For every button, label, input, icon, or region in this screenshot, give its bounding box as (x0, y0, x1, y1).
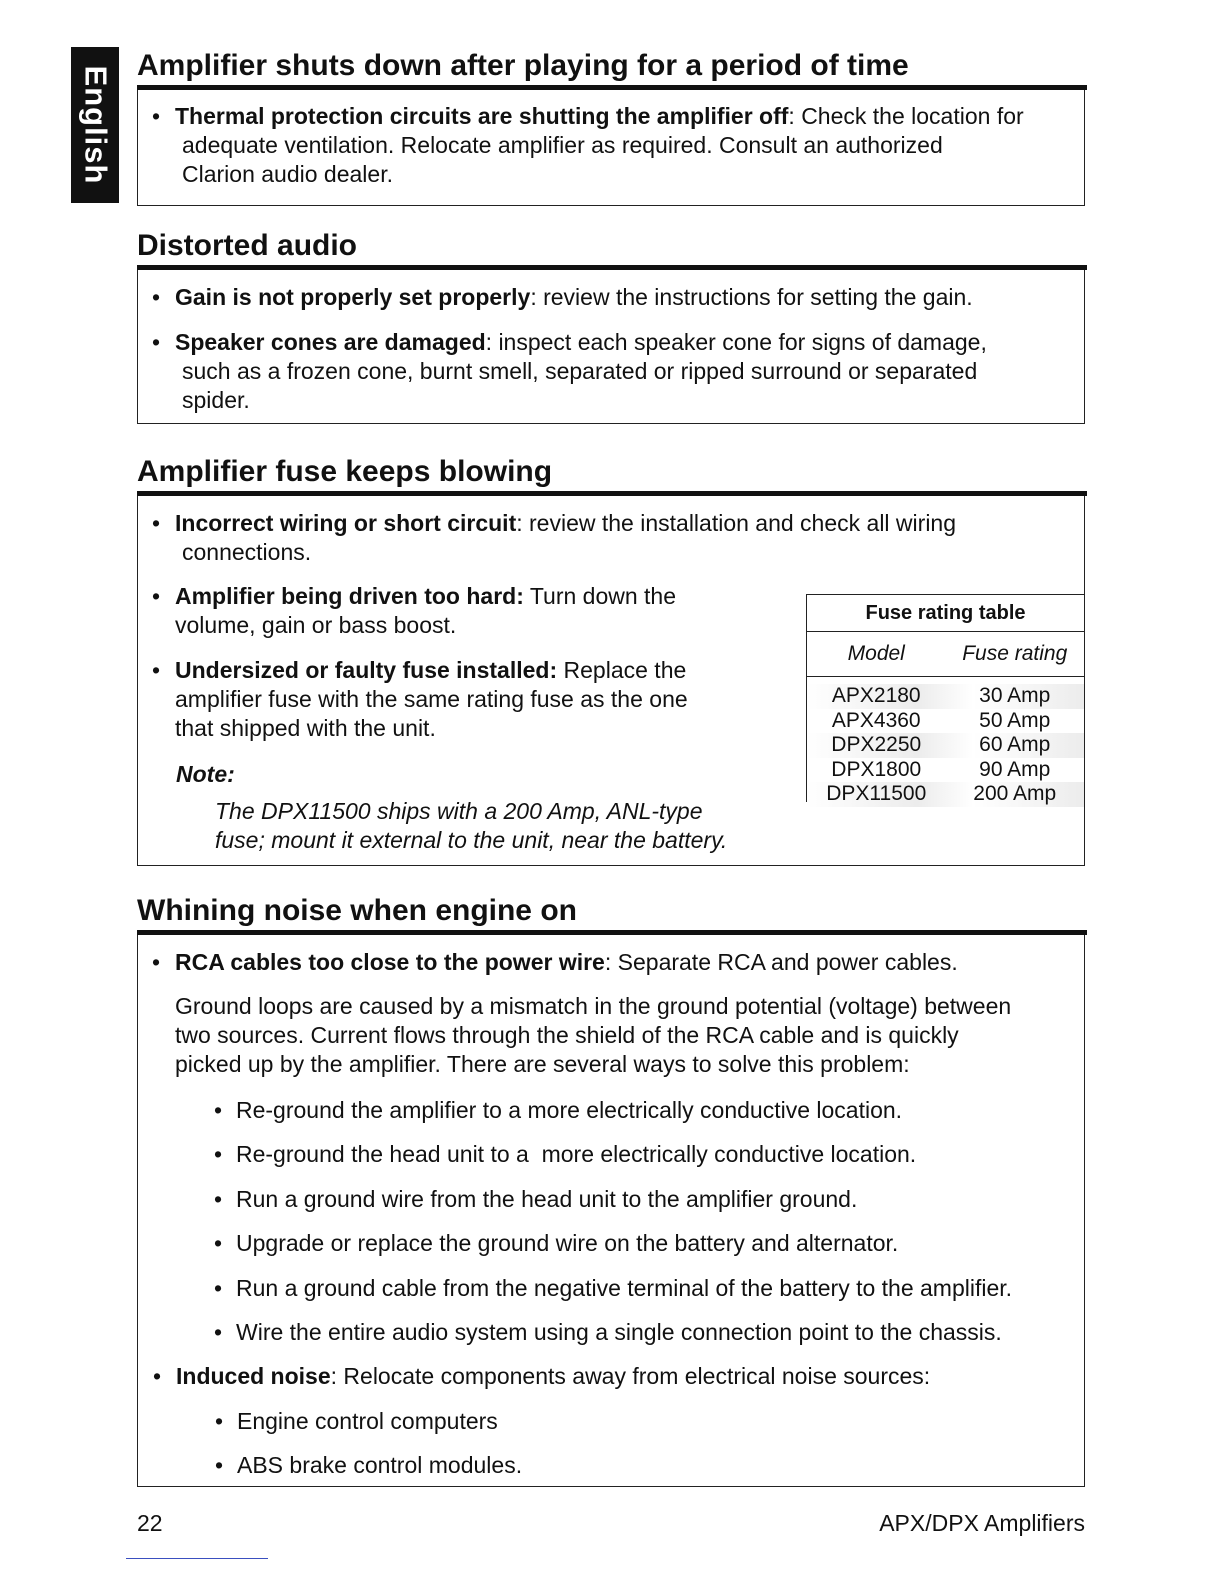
list-item: • Amplifier being driven too hard: Turn down the volume, gain or bass boost. (152, 583, 677, 638)
language-tab-label: English (78, 65, 114, 185)
list-item: • Incorrect wiring or short circuit: review the installation and check all wiring connections. (152, 510, 957, 565)
note-text: The DPX11500 ships with a 200 Amp, ANL-type fuse; mount it external to the unit, near the battery. (215, 798, 728, 853)
list-item: • Undersized or faulty fuse installed: Replace the amplifier fuse with the same rating fuse as the one that shipped with the unit. (152, 657, 688, 741)
table-row: DPX11500 200 Amp (807, 782, 1084, 807)
footer-divider (126, 1558, 268, 1559)
section-heading-whining: Whining noise when engine on (137, 894, 577, 927)
list-item: • Re-ground the head unit to a more electrically conductive location. (214, 1141, 917, 1167)
list-item: • Run a ground wire from the head unit to the amplifier ground. (214, 1186, 858, 1212)
table-row: DPX1800 90 Amp (831, 757, 1051, 781)
ground-loop-paragraph: Ground loops are caused by a mismatch in the ground potential (voltage) between two sources. Current flows through the shield of the RCA cable and is quickly picked up by the amplifier. There are several ways to solve this problem: (175, 993, 1012, 1077)
list-item: • Induced noise: Relocate components away from electrical noise sources: (153, 1363, 931, 1389)
section-heading-distorted: Distorted audio (137, 229, 358, 262)
fuse-table-title: Fuse rating table (807, 595, 1084, 632)
list-item: • ABS brake control modules. (215, 1452, 523, 1478)
language-tab (71, 47, 119, 203)
list-item: • Gain is not properly set properly: review the instructions for setting the gain. (152, 284, 973, 310)
note-label: Note: (176, 761, 235, 787)
list-item: • Engine control computers (215, 1408, 498, 1434)
list-item: • RCA cables too close to the power wire: Separate RCA and power cables. (152, 949, 958, 975)
fuse-rating-table (806, 594, 1085, 805)
column-header-model: Model (847, 642, 905, 665)
section-heading-shutdown: Amplifier shuts down after playing for a period of time (137, 49, 909, 82)
list-item: • Thermal protection circuits are shutting the amplifier off: Check the location for adequate ventilation. Relocate amplifier as required. Consult an authorized Clarion audio dealer. (152, 103, 1024, 187)
list-item: • Run a ground cable from the negative terminal of the battery to the amplifier. (214, 1275, 1013, 1301)
section-heading-fuse: Amplifier fuse keeps blowing (137, 455, 553, 488)
page-number: 22 (137, 1510, 163, 1536)
list-item: • Re-ground the amplifier to a more electrically conductive location. (214, 1097, 903, 1123)
list-item: • Wire the entire audio system using a single connection point to the chassis. (214, 1319, 1002, 1345)
list-item: • Upgrade or replace the ground wire on the battery and alternator. (214, 1230, 899, 1256)
table-row: DPX2250 60 Amp (807, 733, 1084, 758)
table-row: APX2180 30 Amp (807, 684, 1084, 709)
table-row: APX4360 50 Amp (831, 708, 1051, 732)
list-item: • Speaker cones are damaged: inspect each speaker cone for signs of damage, such as a frozen cone, burnt smell, separated or ripped surround or separated spider. (152, 329, 987, 413)
column-header-rating: Fuse rating (962, 642, 1068, 665)
fuse-table-header (807, 632, 1084, 677)
footer-title: APX/DPX Amplifiers (879, 1510, 1085, 1536)
